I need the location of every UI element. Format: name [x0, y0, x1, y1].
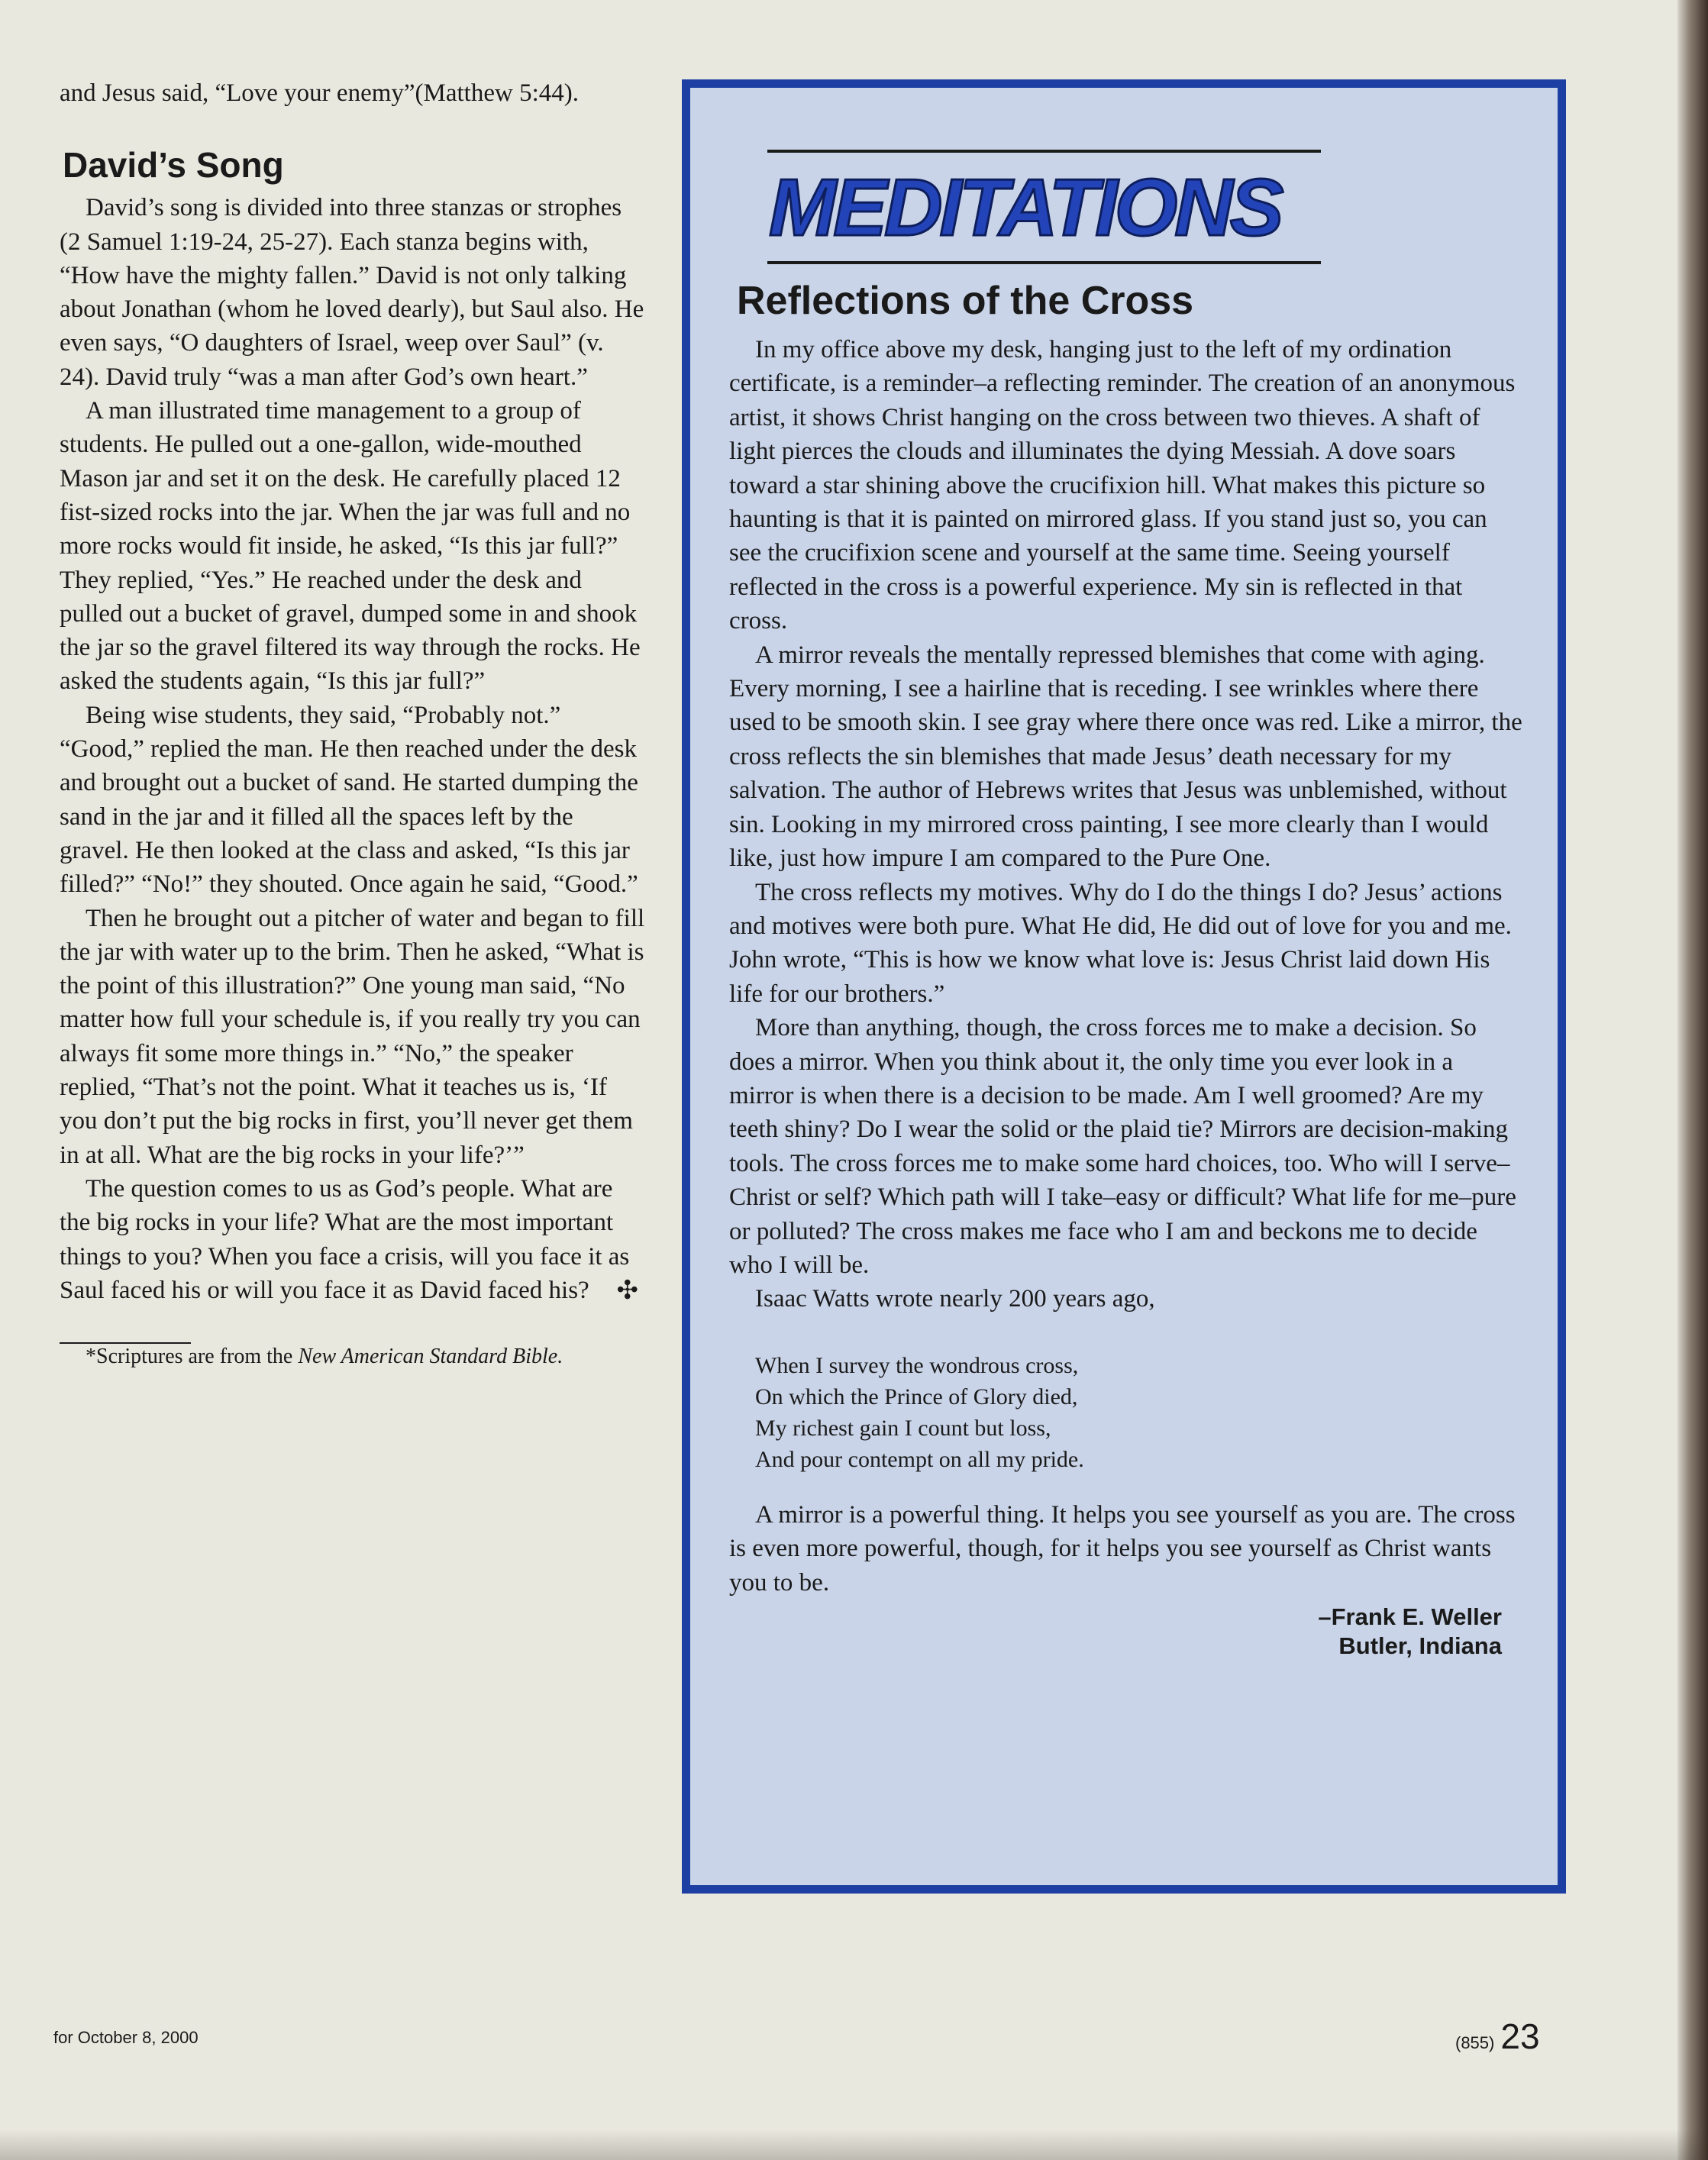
meditations-body — [729, 333, 1523, 1661]
article-title: Reflections of the Cross — [737, 279, 1194, 323]
body-paragraph: David’s song is divided into three stanzas or strophes (2 Samuel 1:19-24, 25-27). Each stanza begins with, “How have the mighty fallen.” David is not only talking about Jonathan (whom he loved dearly), but Saul also. He even says, “O daughters of Israel, weep over Saul” (v. 24). David truly “was a man after God’s own heart.” — [60, 194, 644, 391]
body-paragraph-last — [60, 1172, 647, 1307]
body-paragraph: Then he brought out a pitcher of water and began to fill the jar with water up to the brim. Then he asked, “What is the point of this illustration?” One young man said, “No matter how full your schedule is, if you really try you can always fit some more things in.” “No,” the speaker replied, “That’s not the point. What it teaches us is, ‘If you don’t put the big rocks in first, you’ll never get them in at all. What are the big rocks in your life?’” — [60, 904, 645, 1169]
closing-paragraph: A mirror is a powerful thing. It helps you see yourself as you are. The cross is even more powerful, though, for it helps you see yourself as Christ wants you to be. — [729, 1500, 1516, 1597]
issue-date: for October 8, 2000 — [53, 2028, 199, 2047]
author-location: Butler, Indiana — [1338, 1632, 1502, 1659]
logo-bottom-rule — [767, 261, 1321, 264]
logo-wordmark: MEDITATIONS — [769, 163, 1281, 253]
meditation-paragraph: Isaac Watts wrote nearly 200 years ago, — [755, 1285, 1155, 1313]
footnote-source: New American Standard Bible. — [298, 1345, 563, 1369]
folio-code: (855) — [1455, 2033, 1495, 2052]
intro-line: and Jesus said, “Love your enemy”(Matthew 5:44). — [60, 79, 579, 107]
body-paragraph: Being wise students, they said, “Probably not.” “Good,” replied the man. He then reached under the desk and brought out a bucket of sand. He started dumping the sand in the jar and it filled all the spaces left by the gravel. He then looked at the class and asked, “Is this jar filled?” “No!” they shouted. Once again he said, “Good.” — [60, 701, 638, 899]
meditation-paragraph: More than anything, though, the cross forces me to make a decision. So does a mirror. When you think about it, the only time you ever look in a mirror is when there is a decision to be made. Am I well groomed? Are my teeth shiny? Do I wear the solid or the plaid tie? Mirrors are decision-making tools. The cross forces me to make some hard choices, too. Who will I serve–Christ or self? Which path will I take–easy or difficult? What life for me–pure or polluted? The cross makes me face who I am and beckons me to decide who I will be. — [729, 1014, 1516, 1279]
hymn-line: My richest gain I count but loss, — [755, 1415, 1051, 1441]
meditation-paragraph: A mirror reveals the mentally repressed blemishes that come with aging. Every morning, I see a hairline that is receding. I see wrinkles where there used to be smooth skin. I see gray where there once was red. Like a mirror, the cross reflects the sin blemishes that made Jesus’ death necessary for my salvation. The author of Hebrews writes that Jesus was unblemished, without sin. Looking in my mirrored cross painting, I see more clearly than I would like, just how impure I am compared to the Pure One. — [729, 641, 1522, 873]
section-heading: David’s Song — [63, 145, 284, 186]
meditation-paragraph: The cross reflects my motives. Why do I do the things I do? Jesus’ actions and motives were both pure. What He did, He did out of love for you and me. John wrote, “This is how we know what love is: Jesus Christ laid down His life for our brothers.” — [729, 878, 1512, 1008]
body-paragraph: A man illustrated time management to a group of students. He pulled out a one-gallon, wide-mouthed Mason jar and set it on the desk. He carefully placed 12 fist-sized rocks into the jar. When the jar was full and no more rocks would fit inside, he asked, “Is this jar full?” They replied, “Yes.” He reached under the desk and pulled out a bucket of gravel, dumped some in and shook the jar so the gravel filtered its way through the rocks. He asked the students again, “Is this jar full?” — [60, 397, 641, 696]
author-signature — [729, 1603, 1502, 1661]
footnote — [60, 1344, 647, 1370]
page-number: 23 — [1500, 2016, 1540, 2056]
logo-top-rule — [767, 150, 1321, 153]
author-name: –Frank E. Weller — [1318, 1603, 1502, 1630]
left-column — [60, 76, 647, 1370]
hymn-line: On which the Prince of Glory died, — [755, 1383, 1078, 1409]
body-paragraph-text: The question comes to us as God’s people. What are the big rocks in your life? What are the most important things to you? When you face a crisis, will you face it as Saul faced his or will you face it as David faced his? — [60, 1174, 630, 1304]
footnote-prefix: *Scriptures are from the — [86, 1345, 299, 1369]
page-binding-edge — [1677, 0, 1708, 2160]
hymn-line: When I survey the wondrous cross, — [755, 1352, 1079, 1378]
hymn-line: And pour contempt on all my pride. — [755, 1446, 1084, 1472]
hymn-quote — [755, 1350, 1523, 1475]
end-of-article-icon: ✣ — [616, 1274, 638, 1306]
page-bottom-shadow — [0, 2129, 1708, 2160]
meditation-paragraph: In my office above my desk, hanging just to the left of my ordination certificate, is a reminder–a reflecting reminder. The creation of an anonymous artist, it shows Christ hanging on the cross between two thieves. A shaft of light pierces the clouds and illuminates the dying Messiah. A dove soars toward a star shining above the crucifixion hill. What makes this picture so haunting is that it is painted on mirrored glass. If you stand just so, you can see the crucifixion scene and yourself at the same time. Seeing yourself reflected in the cross is a powerful experience. My sin is reflected in that cross. — [729, 336, 1516, 635]
meditations-logo — [767, 150, 1321, 266]
page-folio — [1455, 2016, 1540, 2057]
